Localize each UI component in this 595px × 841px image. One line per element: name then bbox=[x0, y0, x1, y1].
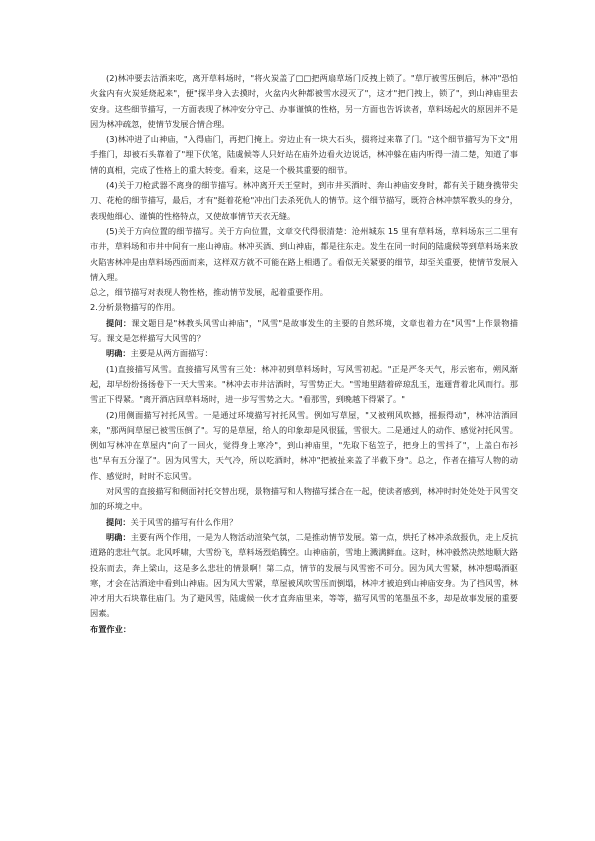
section-heading-scenery: 2.分析景物描写的作用。 bbox=[90, 302, 180, 313]
answer-text: 主要有两个作用，一是为人物活动渲染气氛，二是推动情节发展。第一点，烘托了林冲杀敌报仇，走上反抗道路的悲壮气氛。北风呼啸，大雪纷飞，草料场烈焰腾空。山神庙前，雪地上溅满鲜血。这时，林冲毅然决然地顺大路投东而去，奔上梁山，这是多么悲壮的情景啊！第二点，情节的发展与风雪密不可分。因为风大雪紧，林冲想喝酒驱寒，才会在沽酒途中看到山神庙。因为风大雪紧，草屋被风吹雪压而倒塌，林冲才被迫到山神庙安身。为了挡风雪，林冲才用大石块靠住庙门。为了避风雪，陆虞候一伙才直奔庙里来，等等，描写风雪的笔墨虽不多，却是故事发展的重要因素。 bbox=[90, 531, 518, 619]
paragraph-detail-4: (4)关于刀枪武器不离身的细节描写。林冲离开天王堂时，到市井买酒时、奔山神庙安身时，都有关于随身携带尖刀、花枪的细节描写，最后，才有"挺着花枪"冲出门去杀死仇人的情节。这个细节描写，既符合林冲禁军教头的身分，表现他细心、谨慎的性格特点，又使故事情节天衣无缝。 bbox=[90, 180, 518, 221]
paragraph-detail-3: (3)林冲进了山神庙，"入得庙门，再把门掩上。旁边止有一块大石头，掇将过来靠了门。"这个细节描写为下文"用手推门，却被石头靠着了"埋下伏笔，陆虞候等人只好站在庙外边看火边说话，林冲躲在庙内听得一清二楚，知道了事情的真相，完成了性格上的重大转变。看来，这是一个极其重要的细节。 bbox=[90, 134, 518, 175]
question-2 bbox=[90, 515, 518, 530]
question-text: 关于风雪的描写有什么作用？ bbox=[130, 516, 238, 527]
paragraph-detail-5: (5)关于方向位置的细节描写。关于方向位置，文章交代得很清楚：沧州城东 15 里有草料场，草料场东三二里有市井，草料场和市井中间有一座山神庙。林冲买酒、到山神庙，都是往东走。发生在同一时间的陆虞候等到草料场来放火陷害林冲是由草料场西面而来，这样双方就不可能在路上相遇了。看似无关紧要的细节，却至关重要，使情节发展入情入理。 bbox=[90, 225, 518, 282]
answer-1 bbox=[90, 346, 518, 361]
question-label: 提问： bbox=[106, 317, 132, 328]
paragraph-detail-2: (2)林冲要去沽酒来吃，离开草料场时，"将火炭盖了□□把两扇草场门反拽上锁了。"草厅被雪压倒后，林冲"恐怕火盆内有火炭延烧起来"，便"探半身入去摸时，火盆内火种都被雪水浸灭了"，这才"把门拽上，锁了"，到山神庙里去安身。这些细节描写，一方面表现了林冲安分守己、办事谨慎的性格，另一方面也告诉读者，草料场起火的原因并不是因为林冲疏忽，使情节发展合情合理。 bbox=[90, 73, 518, 129]
paragraph-direct-description: (1)直接描写风雪。直接描写风雪有三处：林冲初到草料场时，写风雪初起。"正是严冬天气，彤云密布，朔风渐起，却早纷纷扬扬卷下一天大雪来。"林冲去市井沽酒时，写雪势正大。"雪地里踏着碎琼乱玉，迤逦背着北风而行。那雪正下得紧。"离开酒店回草料场时，进一步写雪势之大。"看那雪，到晚越下得紧了。" bbox=[90, 363, 518, 405]
answer-2 bbox=[90, 530, 518, 622]
document-page bbox=[90, 71, 518, 637]
answer-text: 主要是从两方面描写： bbox=[130, 348, 213, 359]
answer-label: 明确： bbox=[106, 348, 131, 359]
paragraph-summary: 总之，细节描写对表现人物性格，推动情节发展，起着重要作用。 bbox=[90, 287, 329, 298]
question-text: 课文题目是"林教头风雪山神庙"，"风雪"是故事发生的主要的自然环境，文章也着力在"风雪"上作景物描写。课文是怎样描写大风雪的？ bbox=[90, 317, 519, 344]
answer-label: 明确： bbox=[106, 531, 131, 542]
question-1 bbox=[90, 316, 518, 347]
homework-heading: 布置作业： bbox=[90, 623, 132, 634]
paragraph-indirect-description: (2)用侧面描写衬托风雪。一是通过环境描写衬托风雪。例如写草屋，"又被朔风吹撼，摇振得动"，林冲沽酒回来，"那两间草屋已被雪压倒了"。写的是草屋，给人的印象却是风很猛，雪很大。二是通过人的动作、感觉衬托风雪。例如写林冲在草屋内"向了一回火，觉得身上寒冷"，到山神庙里，"先取下毡笠子，把身上的雪抖了"，上盖白布衫也"早有五分湿了"。因为风雪大，天气冷，所以吃酒时，林冲"把被扯来盖了半截下身"。总之，作者在描写人物的动作、感觉时，时时不忘风雪。 bbox=[90, 409, 518, 481]
paragraph-combined-description: 对风雪的直接描写和侧面衬托交替出现，景物描写和人物描写揉合在一起，使读者感到，林冲时时处处处于风雪交加的环境之中。 bbox=[90, 486, 518, 512]
question-label: 提问： bbox=[106, 516, 131, 527]
